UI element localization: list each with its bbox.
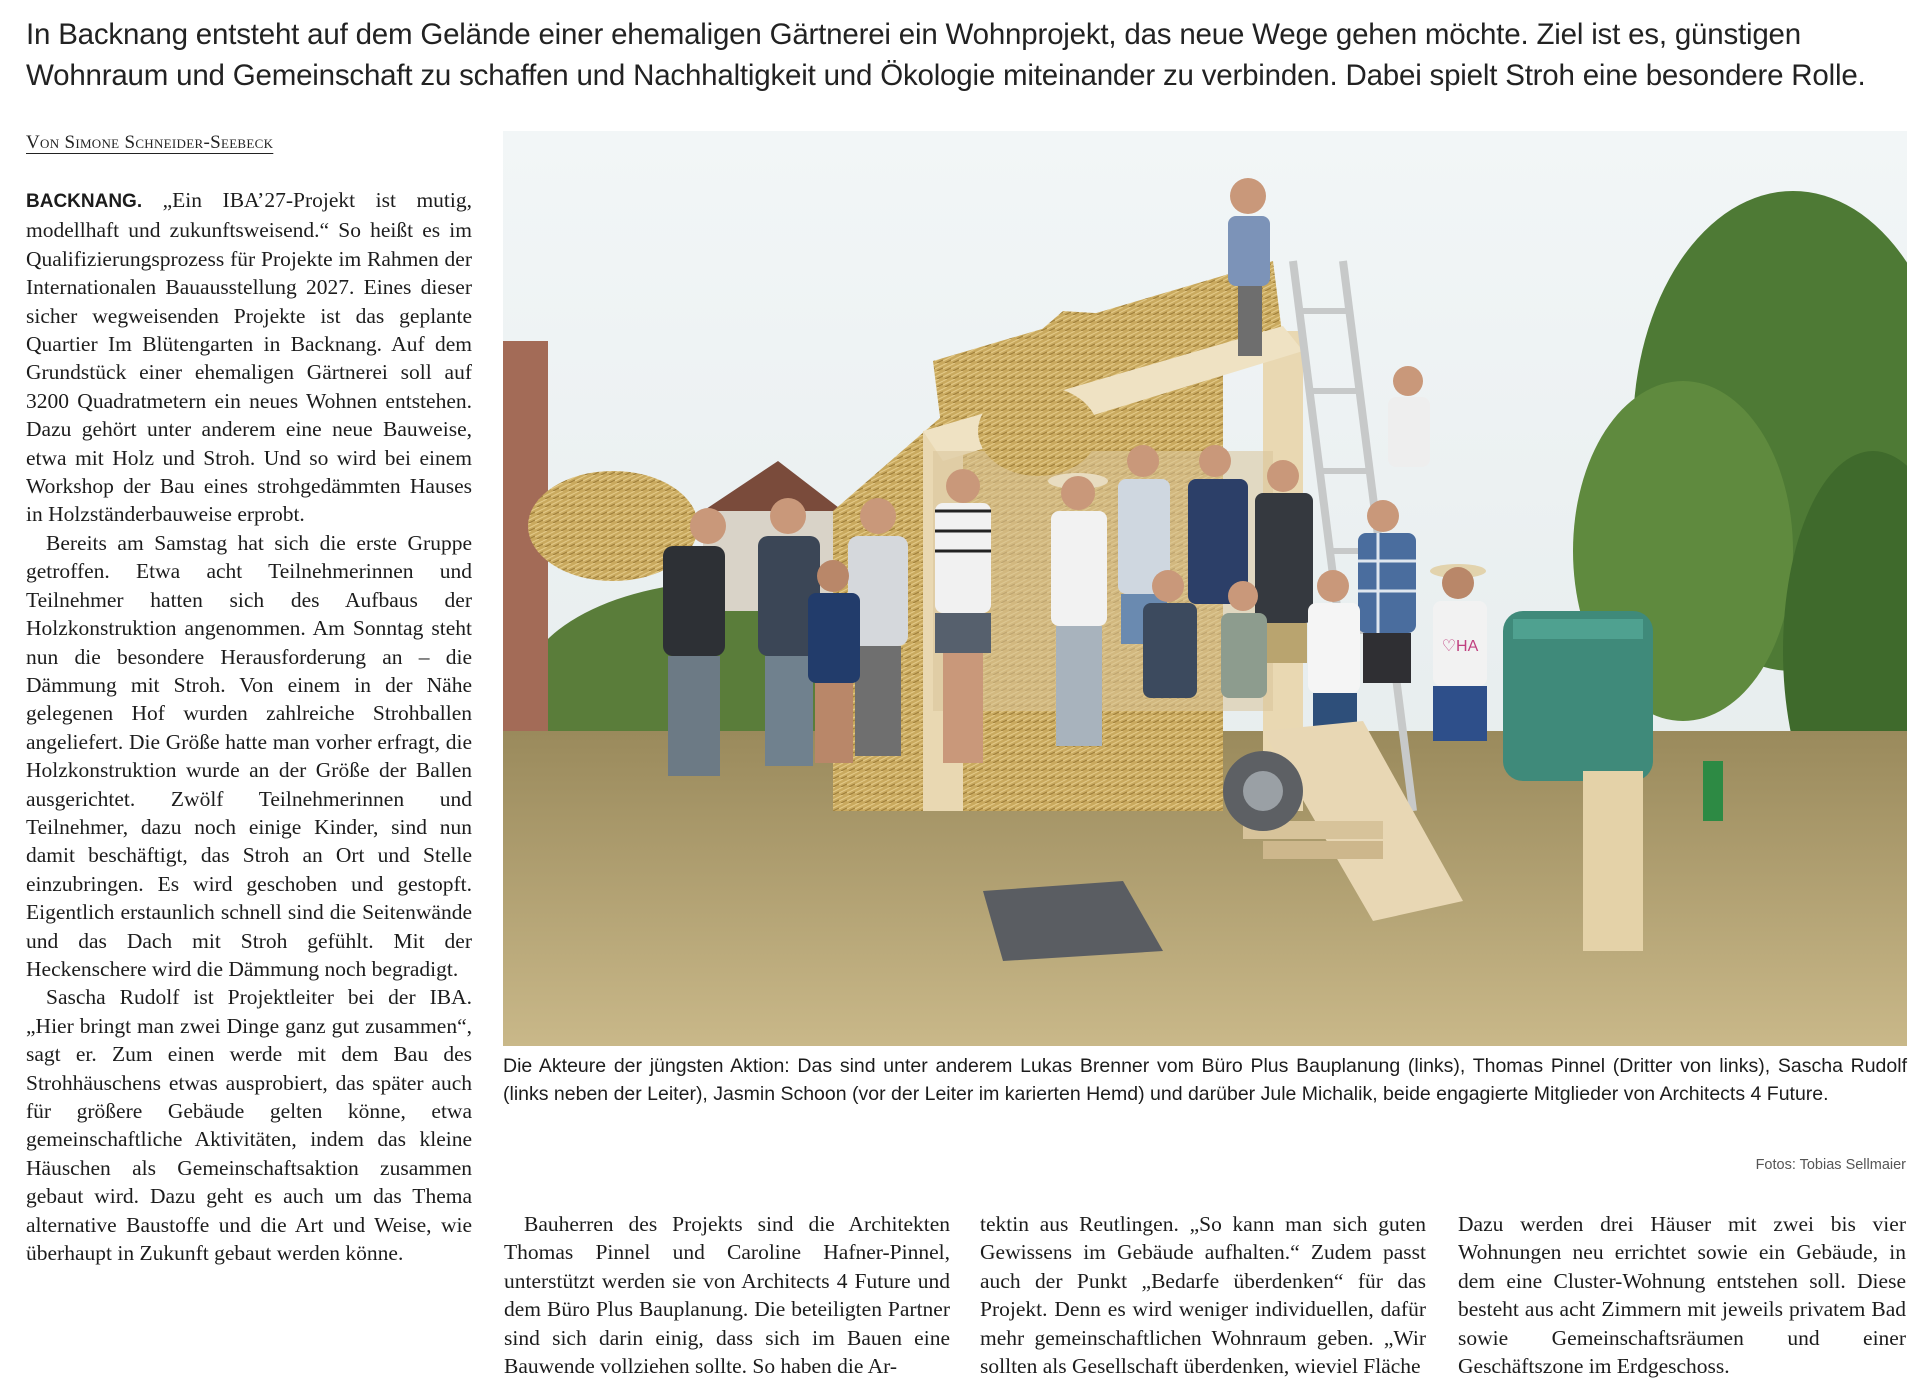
shirt-print: ♡HA (1441, 638, 1479, 655)
paragraph (26, 186, 472, 529)
paragraph: tektin aus Reutlingen. „So kann man sich guten Gewissens im Gebäude aufhalten.“ Zudem passt auch der Punkt „Bedarfe überdenken“ für das Projekt. Denn es wird weniger individuellen, dafür mehr gemeinschaftlichen Wohnraum geben. „Wir sollten als Gesellschaft überdenken, wieviel Fläche (980, 1212, 1426, 1379)
paragraph: Dazu werden drei Häuser mit zwei bis vier Wohnungen neu errichtet sowie ein Gebäude, in dem eine Cluster-Wohnung entstehen soll. Diese besteht aus acht Zimmern mit jeweils privatem Bad sowie Gemeinschaftsräumen und einer Geschäftszone im Erdgeschoss. (1458, 1212, 1906, 1379)
article-column-2 (504, 1210, 950, 1382)
article-column-1 (26, 186, 472, 1382)
photo-credit: Fotos: Tobias Sellmaier (1755, 1157, 1906, 1173)
article-column-3 (980, 1210, 1426, 1382)
paragraph: Sascha Rudolf ist Projektleiter bei der IBA. „Hier bringt man zwei Dinge ganz gut zusammen“, sagt er. Zum einen werde mit dem Bau des Strohhäuschens etwas ausprobiert, das später auch für größere Gebäude gelten könne, etwa gemeinschaftliche Aktivitäten, indem das kleine Häuschen als Gemeinschaftsaktion zusammen gebaut wird. Dazu geht es auch um das Thema alternative Baustoffe und die Art und Weise, wie überhaupt in Zukunft gebaut werden könne. (26, 985, 472, 1266)
article-column-4 (1458, 1210, 1906, 1382)
article-photo (503, 131, 1907, 1046)
photo-caption: Die Akteure der jüngsten Aktion: Das sind unter anderem Lukas Brenner vom Büro Plus Bauplanung (links), Thomas Pinnel (Dritter von links), Sascha Rudolf (links neben der Leiter), Jasmin Schoon (vor der Leiter im karierten Hemd) und darüber Jule Michalik, beide engagierte Mitglieder von Architects 4 Future. (503, 1055, 1907, 1105)
straw-house-photo (503, 131, 1907, 1046)
byline: Von Simone Schneider-Seebeck (26, 132, 274, 153)
article-lead: In Backnang entsteht auf dem Gelände einer ehemaligen Gärtnerei ein Wohnprojekt, das neue Wege gehen möchte. Ziel ist es, günstigen Wohnraum und Gemeinschaft zu schaffen und Nachhaltigkeit und Ökologie miteinander zu verbinden. Dabei spielt Stroh eine besondere Rolle. (26, 18, 1866, 92)
person-hat (1048, 473, 1108, 746)
paragraph: Bereits am Samstag hat sich die erste Gruppe getroffen. Etwa acht Teilnehmerinnen und Teilnehmer hatten sich des Aufbaus der Holzkonstruktion angenommen. Am Sonntag steht nun die besondere Herausforderung an – die Dämmung mit Stroh. Von einem in der Nähe gelegenen Hof wurden zahlreiche Strohballen angeliefert. Die Größe hatte man vorher erfragt, die Holzkonstruktion wurde an der Größe der Ballen ausgerichtet. Zwölf Teilnehmerinnen und Teilnehmer, dazu noch einige Kinder, sind nun damit beschäftigt, das Stroh an Ort und Stelle einzubringen. Es wird geschoben und gestopft. Eigentlich erstaunlich schnell sind die Seitenwände und das Dach mit Stroh gefühlt. Mit der Heckenschere wird die Dämmung noch begradigt. (26, 530, 472, 981)
paragraph: Bauherren des Projekts sind die Architekten Thomas Pinnel und Caroline Hafner-Pinnel, unterstützt werden sie von Architects 4 Future und dem Büro Plus Bauplanung. Die beteiligten Partner sind sich darin einig, dass sich im Bauen eine Bauwende vollziehen sollte. So haben die Ar- (504, 1212, 950, 1379)
paragraph-text: „Ein IBA’27-Projekt ist mutig, modellhaft und zukunftsweisend.“ So heißt es im Qualifizierungsprozess für Projekte im Rahmen der Internationalen Bauausstellung 2027. Eines dieser sicher wegweisenden Projekte ist das geplante Quartier Im Blütengarten in Backnang. Auf dem Grundstück einer ehemaligen Gärtnerei soll auf 3200 Quadratmetern ein neues Wohnen entstehen. Dazu gehört unter anderem eine neue Bauweise, etwa mit Holz und Stroh. Und so wird bei einem Workshop der Bau eines strohgedämmten Hauses in Holzständerbauweise erprobt. (26, 188, 472, 527)
dateline: BACKNANG. (26, 191, 143, 212)
green-bin (1503, 611, 1653, 781)
